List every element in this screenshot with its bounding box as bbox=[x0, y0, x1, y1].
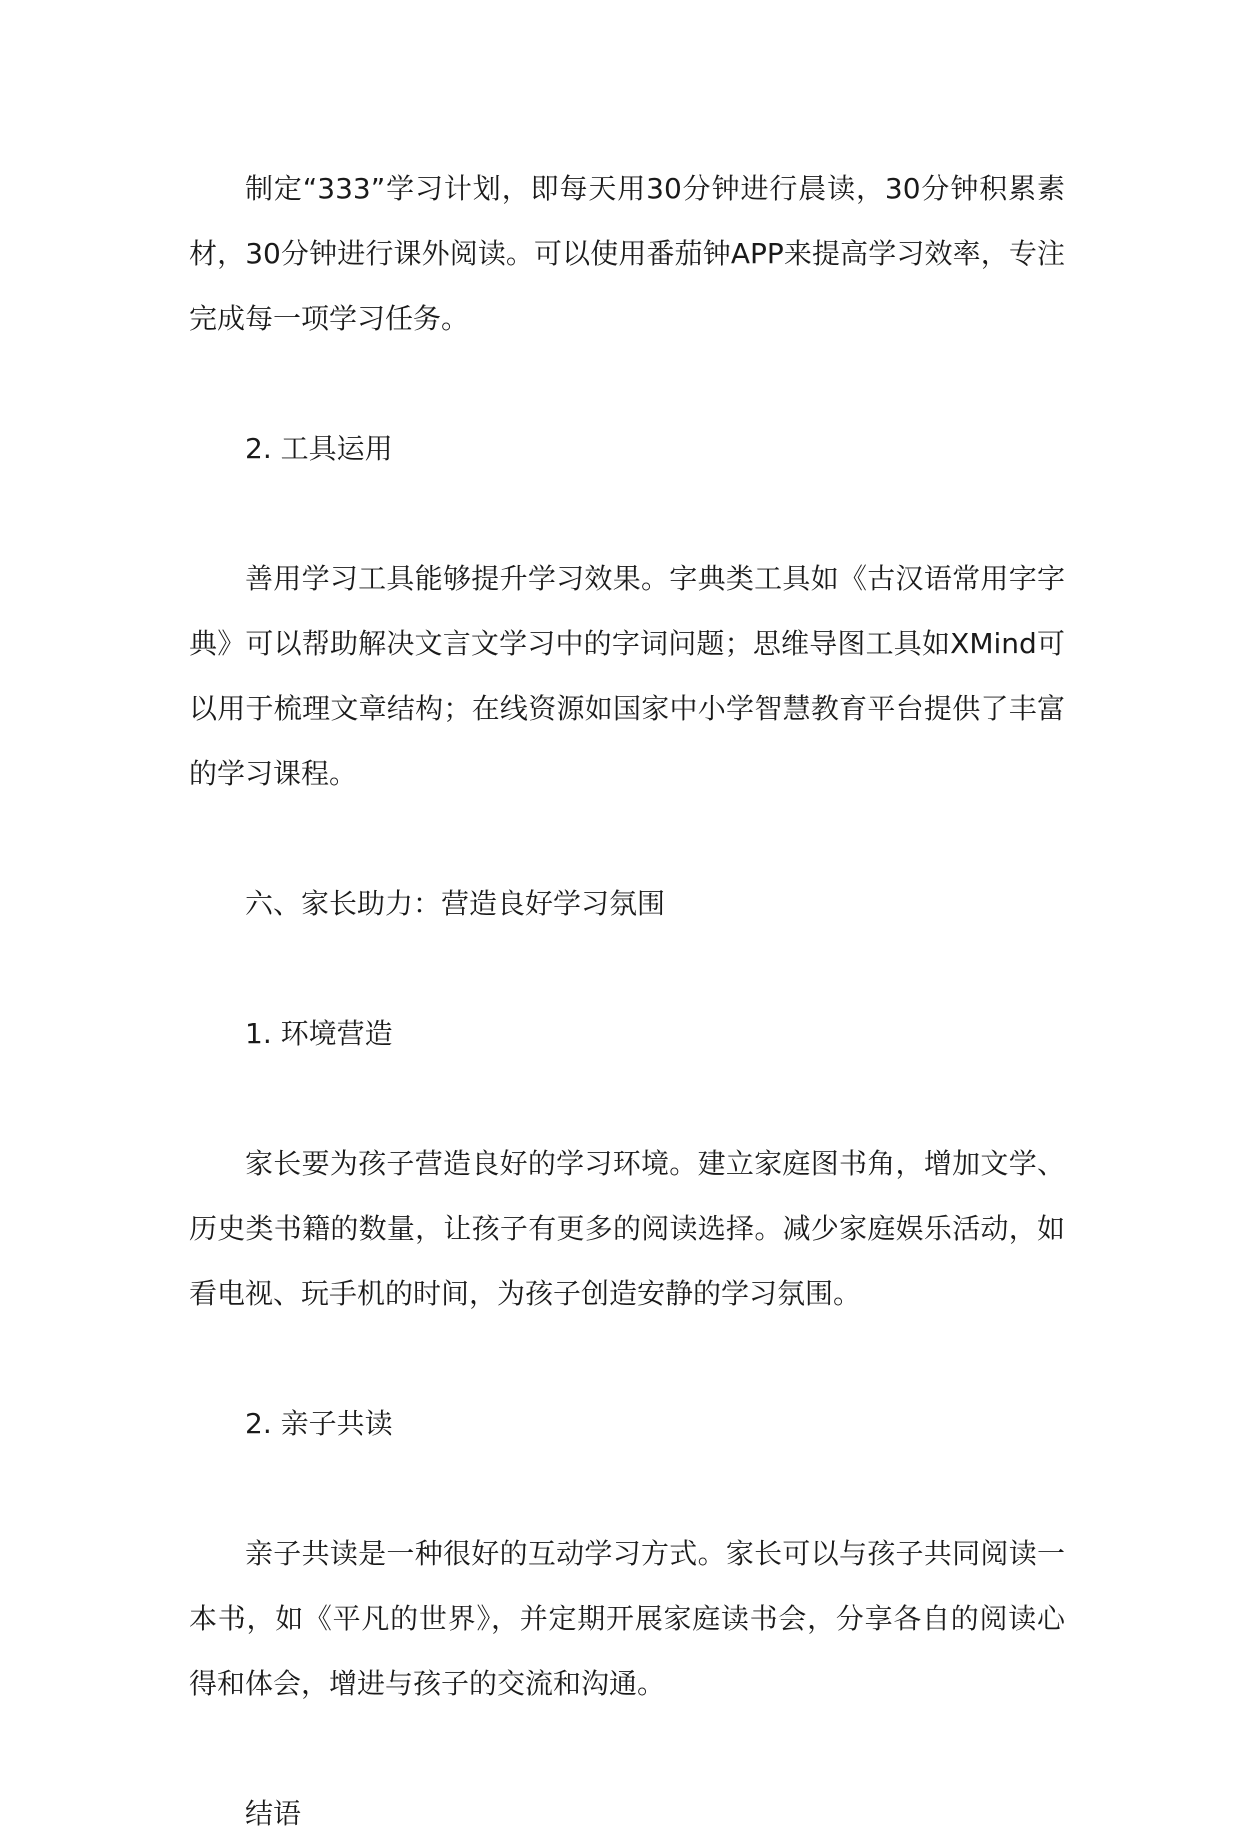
paragraph-environment: 家长要为孩子营造良好的学习环境。建立家庭图书角，增加文学、历史类书籍的数量，让孩子有更多的阅读选择。减少家庭娱乐活动，如看电视、玩手机的时间，为孩子创造安静的学习氛围。 bbox=[189, 1147, 1065, 1310]
paragraph-gap bbox=[189, 1456, 1065, 1521]
heading-conclusion: 结语 bbox=[245, 1797, 302, 1830]
paragraph-gap bbox=[189, 351, 1065, 416]
paragraph-gap bbox=[189, 936, 1065, 1001]
paragraph-gap bbox=[189, 806, 1065, 871]
document-body bbox=[189, 156, 1065, 1846]
heading-section-six: 六、家长助力：营造良好学习氛围 bbox=[245, 887, 666, 920]
paragraph-study-tools: 善用学习工具能够提升学习效果。字典类工具如《古汉语常用字字典》可以帮助解决文言文学习中的字词问题；思维导图工具如XMind可以用于梳理文章结构；在线资源如国家中小学智慧教育平台提供了丰富的学习课程。 bbox=[189, 562, 1065, 790]
heading-tool-usage: 2. 工具运用 bbox=[245, 432, 393, 465]
paragraph-study-plan: 制定“333”学习计划，即每天用30分钟进行晨读，30分钟积累素材，30分钟进行课外阅读。可以使用番茄钟APP来提高学习效率，专注完成每一项学习任务。 bbox=[189, 172, 1065, 335]
paragraph-gap bbox=[189, 1326, 1065, 1391]
paragraph-gap bbox=[189, 1716, 1065, 1781]
paragraph-gap bbox=[189, 481, 1065, 546]
paragraph-gap bbox=[189, 1066, 1065, 1131]
heading-parent-child-reading: 2. 亲子共读 bbox=[245, 1407, 393, 1440]
heading-environment: 1. 环境营造 bbox=[245, 1017, 393, 1050]
paragraph-parent-child-reading: 亲子共读是一种很好的互动学习方式。家长可以与孩子共同阅读一本书，如《平凡的世界》，并定期开展家庭读书会，分享各自的阅读心得和体会，增进与孩子的交流和沟通。 bbox=[189, 1537, 1065, 1700]
